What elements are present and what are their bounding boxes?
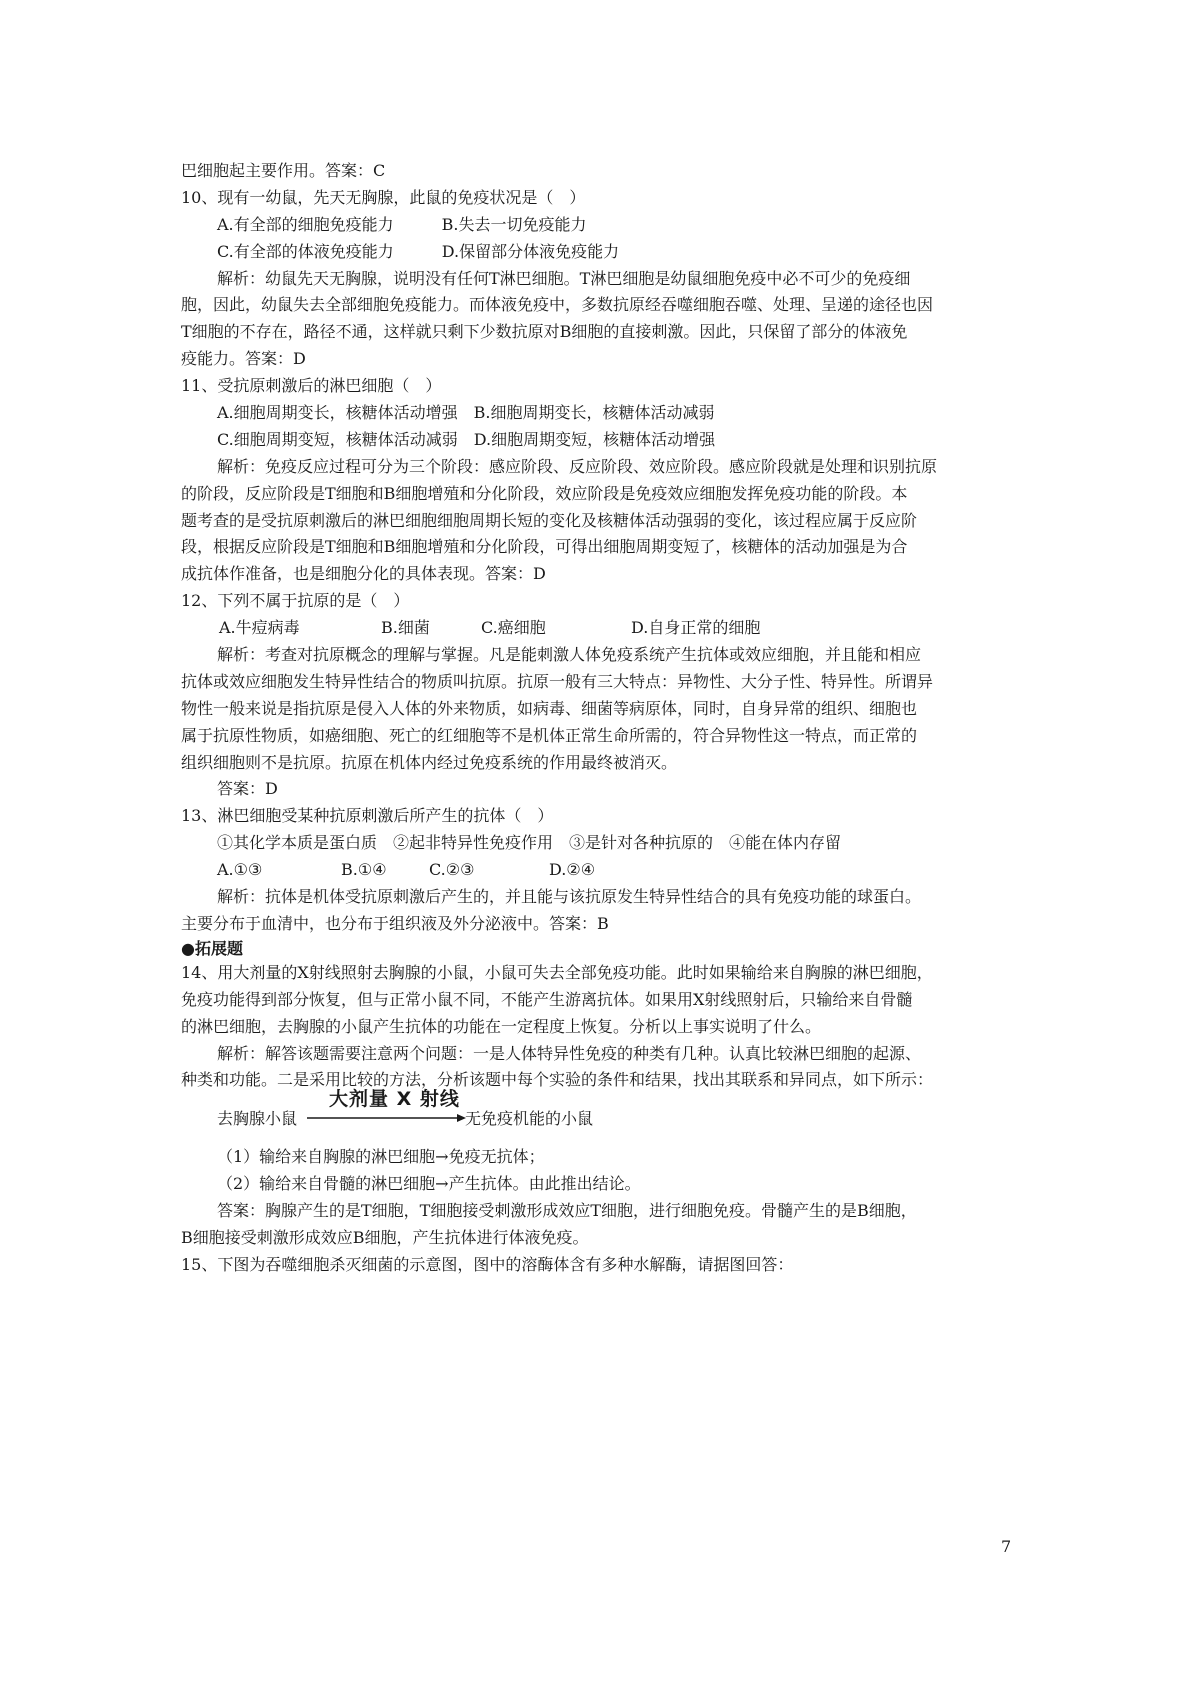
text-line: 胞，因此，幼鼠失去全部细胞免疫能力。而体液免疫中，多数抗原经吞噬细胞吞噬、处理、呈递的途径也因	[181, 295, 934, 315]
question-11: 11、受抗原刺激后的淋巴细胞（ ）	[181, 376, 442, 396]
question-12-answer: 答案：D	[217, 779, 278, 799]
question-12: 12、下列不属于抗原的是（ ）	[181, 591, 410, 611]
question-14: 14、用大剂量的X射线照射去胸腺的小鼠，小鼠可失去全部免疫功能。此时如果输给来自胸腺的淋巴细胞，	[181, 962, 933, 982]
text-line: 疫能力。答案：D	[181, 349, 306, 369]
text-line: 段，根据反应阶段是T细胞和B细胞增殖和分化阶段，可得出细胞周期变短了，核糖体的活动加强是为合	[181, 537, 908, 557]
question-12-options	[181, 615, 1023, 642]
question-11-analysis: 解析：免疫反应过程可分为三个阶段：感应阶段、反应阶段、效应阶段。感应阶段就是处理和识别抗原	[217, 456, 938, 476]
option-a: A.①③	[217, 860, 263, 880]
option-b: B.①④	[341, 860, 387, 880]
option-d: D.自身正常的细胞	[631, 618, 761, 638]
page-content	[181, 158, 1023, 1279]
question-13-analysis: 解析：抗体是机体受抗原刺激后产生的，并且能与该抗原发生特异性结合的具有免疫功能的球蛋白。	[217, 887, 922, 907]
text-line: 成抗体作准备，也是细胞分化的具体表现。答案：D	[181, 564, 546, 584]
question-10-options-cd: C.有全部的体液免疫能力 D.保留部分体液免疫能力	[217, 241, 620, 261]
option-a: A.牛痘病毒	[219, 618, 300, 638]
text-line: 的淋巴细胞，去胸腺的小鼠产生抗体的功能在一定程度上恢复。分析以上事实说明了什么。	[181, 1016, 822, 1036]
question-14-analysis: 解析：解答该题需要注意两个问题：一是人体特异性免疫的种类有几种。认真比较淋巴细胞的起源、	[217, 1043, 922, 1063]
text-line: 抗体或效应细胞发生特异性结合的物质叫抗原。抗原一般有三大特点：异物性、大分子性、特异性。所谓异	[181, 671, 934, 691]
text-line: 巴细胞起主要作用。答案：C	[181, 161, 386, 180]
xray-diagram	[181, 1088, 1023, 1134]
question-13-options	[181, 857, 1023, 884]
text-line: B细胞接受刺激形成效应B细胞，产生抗体进行体液免疫。	[181, 1227, 589, 1247]
diagram-step-1: （1）输给来自胸腺的淋巴细胞→免疫无抗体；	[217, 1147, 545, 1167]
text-line: 免疫功能得到部分恢复，但与正常小鼠不同，不能产生游离抗体。如果用X射线照射后，只输给来自骨髓	[181, 989, 913, 1009]
diagram-arrow-label: 大剂量 X 射线	[329, 1088, 460, 1111]
question-11-options-ab: A.细胞周期变长，核糖体活动增强 B.细胞周期变长，核糖体活动减弱	[217, 403, 715, 423]
option-c: C.②③	[429, 860, 475, 880]
text-line: 种类和功能。二是采用比较的方法，分析该题中每个实验的条件和结果，找出其联系和异同点，如下所示：	[181, 1070, 934, 1090]
question-12-analysis: 解析：考查对抗原概念的理解与掌握。凡是能刺激人体免疫系统产生抗体或效应细胞，并且能和相应	[217, 645, 922, 665]
text-line: 属于抗原性物质，如癌细胞、死亡的红细胞等不是机体正常生命所需的，符合异物性这一特点，而正常的	[181, 725, 918, 745]
section-heading: ●拓展题	[181, 938, 243, 958]
option-c: C.癌细胞	[481, 618, 546, 638]
text-line: 题考查的是受抗原刺激后的淋巴细胞细胞周期长短的变化及核糖体活动强弱的变化，该过程应属于反应阶	[181, 510, 918, 530]
question-10-options-ab: A.有全部的细胞免疫能力 B.失去一切免疫能力	[217, 214, 587, 234]
text-line: 的阶段，反应阶段是T细胞和B细胞增殖和分化阶段，效应阶段是免疫效应细胞发挥免疫功能的阶段。本	[181, 483, 908, 503]
text-line: 组织细胞则不是抗原。抗原在机体内经过免疫系统的作用最终被消灭。	[181, 752, 678, 772]
diagram-source-label: 去胸腺小鼠	[217, 1109, 298, 1129]
question-15: 15、下图为吞噬细胞杀灭细菌的示意图，图中的溶酶体含有多种水解酶，请据图回答：	[181, 1254, 794, 1274]
question-11-options-cd: C.细胞周期变短，核糖体活动减弱 D.细胞周期变短，核糖体活动增强	[217, 429, 716, 449]
page-number: 7	[1001, 1537, 1012, 1556]
question-13: 13、淋巴细胞受某种抗原刺激后所产生的抗体（ ）	[181, 806, 554, 826]
text-line: T细胞的不存在，路径不通，这样就只剩下少数抗原对B细胞的直接刺激。因此，只保留了部分的体液免	[181, 322, 908, 342]
right-arrow-icon	[307, 1112, 467, 1124]
option-d: D.②④	[549, 860, 596, 880]
text-line: 主要分布于血清中，也分布于组织液及外分泌液中。答案：B	[181, 913, 609, 933]
text-line: 物性一般来说是指抗原是侵入人体的外来物质，如病毒、细菌等病原体，同时，自身异常的组织、细胞也	[181, 698, 918, 718]
option-b: B.细菌	[381, 618, 430, 638]
question-14-answer: 答案：胸腺产生的是T细胞，T细胞接受刺激形成效应T细胞，进行细胞免疫。骨髓产生的是B细胞，	[217, 1201, 917, 1221]
question-10-analysis: 解析：幼鼠先天无胸腺，说明没有任何T淋巴细胞。T淋巴细胞是幼鼠细胞免疫中必不可少的免疫细	[217, 268, 911, 288]
question-10: 10、现有一幼鼠，先天无胸腺，此鼠的免疫状况是（ ）	[181, 187, 586, 207]
diagram-step-2: （2）输给来自骨髓的淋巴细胞→产生抗体。由此推出结论。	[217, 1174, 641, 1194]
question-13-statements: ①其化学本质是蛋白质 ②起非特异性免疫作用 ③是针对各种抗原的 ④能在体内存留	[217, 833, 842, 853]
diagram-target-label: 无免疫机能的小鼠	[465, 1109, 594, 1129]
